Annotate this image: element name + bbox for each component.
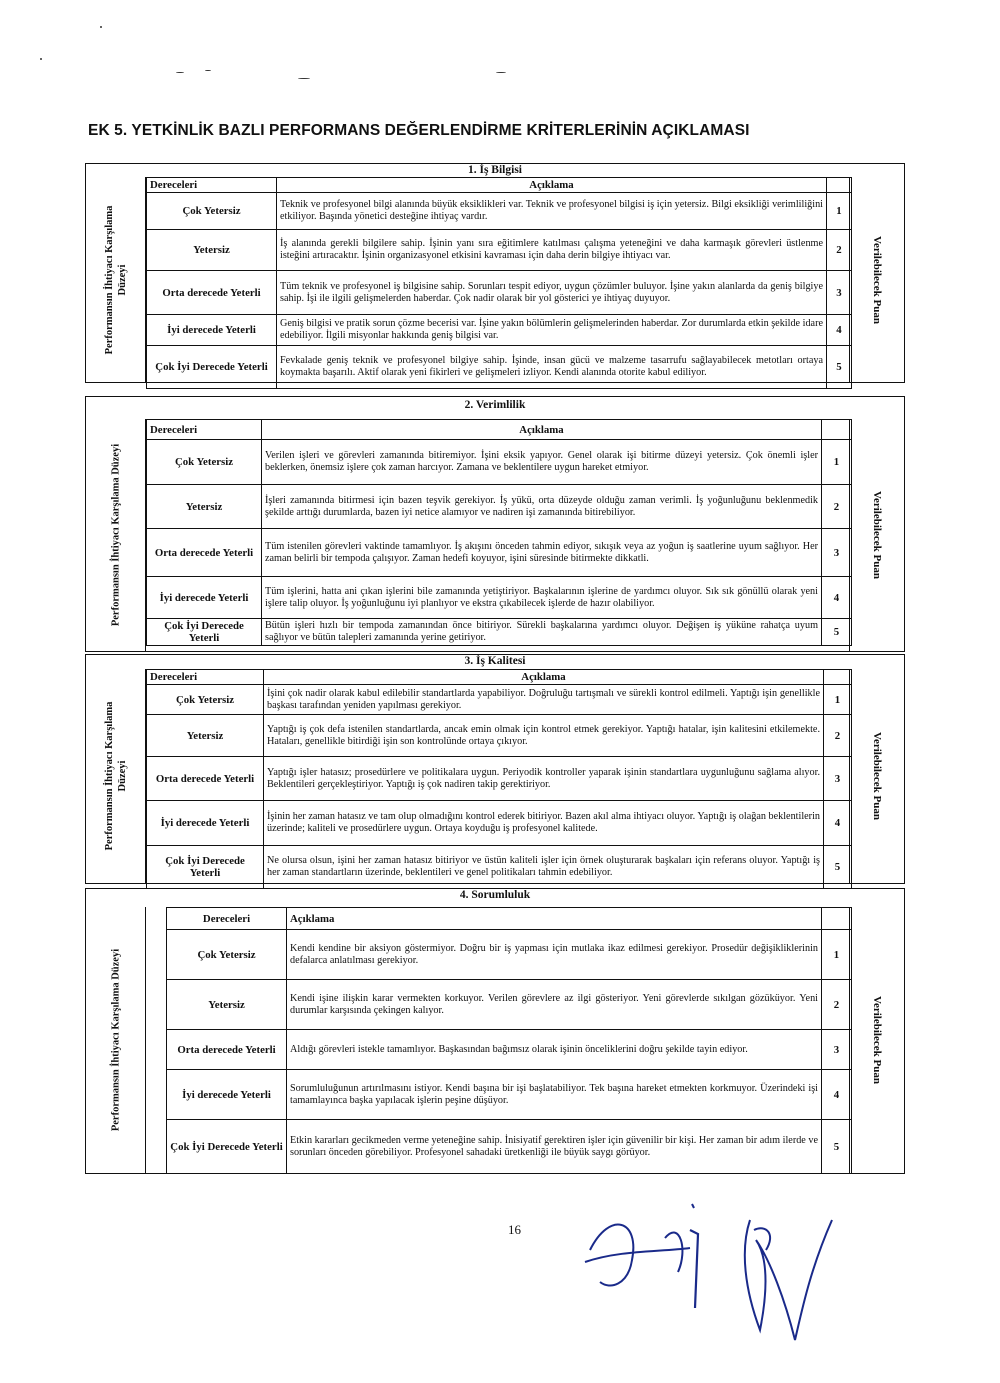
criteria-table	[146, 419, 852, 646]
table-row	[167, 1070, 852, 1120]
description-cell: İşini çok nadir olarak kabul edilebilir standartlarda yapabiliyor. Doğruluğu tartışmalı ve sürekli kontrol edilmeli. Yaptığı işin genellikle başkası tarafından yeniden yapılması gerekiyor.	[264, 685, 824, 715]
level-cell: Çok İyi Derecede Yeterli	[167, 1120, 287, 1174]
point-cell: 2	[822, 980, 852, 1030]
table-row	[147, 801, 852, 846]
level-cell: İyi derecede Yeterli	[147, 315, 277, 346]
table-row	[167, 1120, 852, 1174]
point-cell: 5	[824, 846, 852, 889]
points-label: Verilebilecek Puan	[871, 732, 883, 820]
point-cell: 1	[824, 685, 852, 715]
column-header-desc: Açıklama	[277, 178, 827, 193]
description-cell: Sorumluluğunun artırılmasını istiyor. Kendi başına bir işi başlatabiliyor. Tek başına hareket etmekten korkmuyor. Üzerindeki işi tamamlayınca başka yapılacak işlerin peşine düşüyor.	[287, 1070, 822, 1120]
table-row	[167, 1030, 852, 1070]
handwritten-signature	[570, 1190, 850, 1350]
section-sorumluluk	[85, 888, 905, 1174]
left-axis-label	[86, 907, 146, 1173]
scan-speck	[205, 70, 211, 71]
scan-speck	[40, 58, 42, 60]
left-label-line: Performansın İhtiyacı Karşılama Düzeyi	[110, 948, 121, 1132]
left-label-line: Performansın İhtiyacı Karşılama Düzeyi	[110, 443, 121, 627]
left-label-line: Düzeyi	[116, 760, 128, 792]
description-cell: Yaptığı işler hatasız; prosedürlere ve politikalara uygun. Periyodik kontroller yaparak işinin standartlara uygunluğunu sağlama alıyor. Beklentileri gerçekleştiriyor. Yaptığı iş çok nadiren takip gerektiriyor.	[264, 757, 824, 801]
scan-speck	[298, 78, 310, 79]
scan-speck	[100, 26, 102, 28]
description-cell: Yaptığı iş çok defa istenilen standartlarda, ancak emin olmak için kontrol etmek gerekiyor. Yaptığı hatalar, işin kalitesini etkilemekte. Hataları, genellikle bitirdiği işin son kontrolünde ortaya çıkıyor.	[264, 715, 824, 757]
level-cell: İyi derecede Yeterli	[167, 1070, 287, 1120]
table-row	[147, 757, 852, 801]
description-cell: Tüm istenilen görevleri vaktinde tamamlıyor. İş akışını önceden tahmin ediyor, sıkışık veya az yoğun iş saatlerine uyum sağlıyor. Her zaman belirli bir tempoda çalışıyor. Zaman hedefi koyuyor, işini süresinde bitirmekte dikkatli.	[262, 529, 822, 577]
right-axis-label	[849, 419, 904, 651]
level-cell: İyi derecede Yeterli	[147, 577, 262, 619]
description-cell: İşleri zamanında bitirmesi için bazen teşvik gerekiyor. İş yükü, orta düzeyde olduğu zaman verimli. İş yoğunluğunu beklenmedik şekilde arttığı durumlarda, bazen iyi netice alamıyor ve nadiren işi zamanında bitirebiliyor.	[262, 485, 822, 529]
level-cell: Orta derecede Yeterli	[167, 1030, 287, 1070]
level-cell: Yetersiz	[167, 980, 287, 1030]
right-axis-label	[849, 907, 904, 1173]
criteria-table	[146, 669, 852, 889]
level-cell: Çok İyi Derecede Yeterli	[147, 846, 264, 889]
column-header-level: Dereceleri	[167, 908, 287, 930]
table-row	[167, 980, 852, 1030]
point-cell: 4	[822, 1070, 852, 1120]
point-cell: 5	[822, 1120, 852, 1174]
table-row	[147, 230, 852, 271]
point-cell: 2	[822, 485, 852, 529]
point-cell: 2	[824, 715, 852, 757]
points-label: Verilebilecek Puan	[871, 491, 883, 579]
description-cell: Kendi kendine bir aksiyon göstermiyor. Doğru bir iş yapması için mutlaka ikaz edilmesi gerekiyor. Prosedür değişikliklerinin defalarca anlatılması gerekiyor.	[287, 930, 822, 980]
table-row	[147, 529, 852, 577]
level-cell: Yetersiz	[147, 715, 264, 757]
left-label-line: Performansın İhtiyacı Karşılama	[103, 701, 115, 851]
section-is-kalitesi	[85, 654, 905, 884]
section-is-bilgisi	[85, 163, 905, 383]
column-header-desc: Açıklama	[262, 420, 822, 440]
point-cell: 3	[822, 529, 852, 577]
table-row	[147, 485, 852, 529]
description-cell: Ne olursa olsun, işini her zaman hatasız bitiriyor ve üstün kaliteli işler için örnek oluşturarak başkaları için referans oluyor. Yaptığı iş her zaman standartların üzerinde, beklentileri ve genel politikaları tahmin edebiliyor.	[264, 846, 824, 889]
section-verimlilik	[85, 396, 905, 652]
document-title: EK 5. YETKİNLİK BAZLI PERFORMANS DEĞERLENDİRME KRİTERLERİNİN AÇIKLAMASI	[88, 122, 750, 139]
level-cell: Orta derecede Yeterli	[147, 757, 264, 801]
table-row	[147, 577, 852, 619]
point-cell: 3	[827, 271, 852, 315]
section-heading: 3. İş Kalitesi	[464, 655, 526, 667]
point-cell: 4	[822, 577, 852, 619]
table-row	[147, 346, 852, 389]
point-cell: 4	[824, 801, 852, 846]
table-row	[147, 440, 852, 485]
level-cell: İyi derecede Yeterli	[147, 801, 264, 846]
description-cell: İş alanında gerekli bilgilere sahip. İşinin yanı sıra eğitimlere katılması çalışma yeteneğini ve daha karmaşık görevleri üstlenme isteğini artıracaktır. İşinin organizasyonel etkisini kavraması için daha derin bilgiye ihtiyacı var.	[277, 230, 827, 271]
description-cell: Fevkalade geniş teknik ve profesyonel bilgiye sahip. İşinde, insan gücü ve malzeme tasarrufu sağlayabilecek metotları ortaya koymakta başarılı. Aktif olarak yeni fikirleri ve gelişmeleri izliyor. Kendi alanında otorite kabul ediliyor.	[277, 346, 827, 389]
left-label-line: Düzeyi	[116, 264, 128, 295]
scan-speck	[496, 72, 506, 73]
description-cell: İşinin her zaman hatasız ve tam olup olmadığını kontrol ederek bitiriyor. Bazen akıl alma ihtiyacı oluyor. Yaptığı iş olağan beklentilerin üzerinde; kaliteli ve prosedürlere uygun. Ortaya koyduğu iş profesyonel kalitede.	[264, 801, 824, 846]
level-cell: Yetersiz	[147, 485, 262, 529]
level-cell: Çok Yetersiz	[147, 440, 262, 485]
point-cell: 4	[827, 315, 852, 346]
table-row	[147, 619, 852, 646]
column-header-level: Dereceleri	[147, 178, 277, 193]
level-cell: Orta derecede Yeterli	[147, 529, 262, 577]
description-cell: Bütün işleri hızlı bir tempoda zamanından önce bitiriyor. Sürekli başkalarına yardımcı oluyor. Değişen iş yüküne rahatça uyum sağlıyor ve bütün talepleri zamanında yerine getiriyor.	[262, 619, 822, 646]
left-label-line: Performansın İhtiyacı Karşılama	[103, 205, 115, 354]
description-cell: Tüm teknik ve profesyonel iş bilgisine sahip. Sorunları tespit ediyor, uygun çözümler buluyor. İşine yakın alanlarda da geniş bilgiye sahip. İşi ile ilgili gelişmelerden haberdar. Çok nadir olarak bir yol gösterici ye ihtiyaç duyuyor.	[277, 271, 827, 315]
table-row	[147, 193, 852, 230]
level-cell: Çok İyi Derecede Yeterli	[147, 346, 277, 389]
description-cell: Etkin kararları gecikmeden verme yeteneğine sahip. İnisiyatif gerektiren işler için güvenilir bir kişi. Her zaman bir adım ilerde ve sorunları önceden görebiliyor. Profesyonel sahadaki üretkenliği ile büyük saygı görüyor.	[287, 1120, 822, 1174]
scan-speck	[176, 72, 184, 73]
left-axis-label	[86, 669, 146, 883]
points-label: Verilebilecek Puan	[871, 235, 883, 324]
description-cell: Kendi işine ilişkin karar vermekten korkuyor. Verilen görevlere az ilgi gösteriyor. Yeni görevlerde sıkılgan gözüküyor. Yeni durumlar karşısında çekingen kalıyor.	[287, 980, 822, 1030]
level-cell: Yetersiz	[147, 230, 277, 271]
table-row	[167, 930, 852, 980]
criteria-table	[166, 907, 852, 1174]
level-cell: Çok Yetersiz	[147, 193, 277, 230]
point-cell: 3	[822, 1030, 852, 1070]
left-axis-label	[86, 419, 146, 651]
column-header-level: Dereceleri	[147, 670, 264, 685]
right-axis-label	[849, 669, 904, 883]
point-cell: 5	[822, 619, 852, 646]
point-cell: 3	[824, 757, 852, 801]
table-row	[147, 846, 852, 889]
table-row	[147, 271, 852, 315]
section-heading: 2. Verimlilik	[464, 399, 526, 411]
page-number: 16	[508, 1222, 521, 1237]
section-heading: 4. Sorumluluk	[459, 889, 531, 901]
right-axis-label	[849, 177, 904, 382]
table-row	[147, 315, 852, 346]
points-label: Verilebilecek Puan	[871, 996, 883, 1084]
level-cell: Orta derecede Yeterli	[147, 271, 277, 315]
point-cell: 5	[827, 346, 852, 389]
table-row	[147, 685, 852, 715]
level-cell: Çok Yetersiz	[167, 930, 287, 980]
point-cell: 1	[827, 193, 852, 230]
point-cell: 1	[822, 440, 852, 485]
criteria-table	[146, 177, 852, 389]
column-header-desc: Açıklama	[287, 908, 822, 930]
column-header-level: Dereceleri	[147, 420, 262, 440]
level-cell: Çok İyi Derecede Yeterli	[147, 619, 262, 646]
section-heading: 1. İş Bilgisi	[467, 164, 522, 176]
description-cell: Teknik ve profesyonel bilgi alanında büyük eksiklikleri var. Teknik ve profesyonel bilgisi iş için yetersiz. Bilgi eksikliği verimliliğini etkiliyor. Başında yönetici desteğine ihtiyaç vardır.	[277, 193, 827, 230]
column-header-desc: Açıklama	[264, 670, 824, 685]
description-cell: Geniş bilgisi ve pratik sorun çözme becerisi var. İşine yakın bölümlerin gelişmelerinden haberdar. Zor durumlarda etkin şekilde idare edebiliyor. İlgili misyonlar hakkında geniş bilgisi var.	[277, 315, 827, 346]
level-cell: Çok Yetersiz	[147, 685, 264, 715]
table-row	[147, 715, 852, 757]
point-cell: 1	[822, 930, 852, 980]
description-cell: Aldığı görevleri istekle tamamlıyor. Başkasından bağımsız olarak işinin önceliklerini doğru şekilde tayin ediyor.	[287, 1030, 822, 1070]
description-cell: Verilen işleri ve görevleri zamanında bitiremiyor. İşini eksik yapıyor. Genel olarak işi bitirme düzeyi yetersiz. Çok önemli işler beklerken, önemsiz işlere çok zaman harcıyor. Zamana ve beklentilere uygun hareket etmiyor.	[262, 440, 822, 485]
left-axis-label	[86, 177, 146, 382]
description-cell: Tüm işlerini, hatta ani çıkan işlerini bile zamanında yetiştiriyor. Başkalarının işlerine de yardımcı oluyor. Sık sık gönüllü olarak yeni işlere talip oluyor. İş yoğunluğunu iyi planlıyor ve ekstra çıkabilecek işlerde de hazır olabiliyor.	[262, 577, 822, 619]
point-cell: 2	[827, 230, 852, 271]
